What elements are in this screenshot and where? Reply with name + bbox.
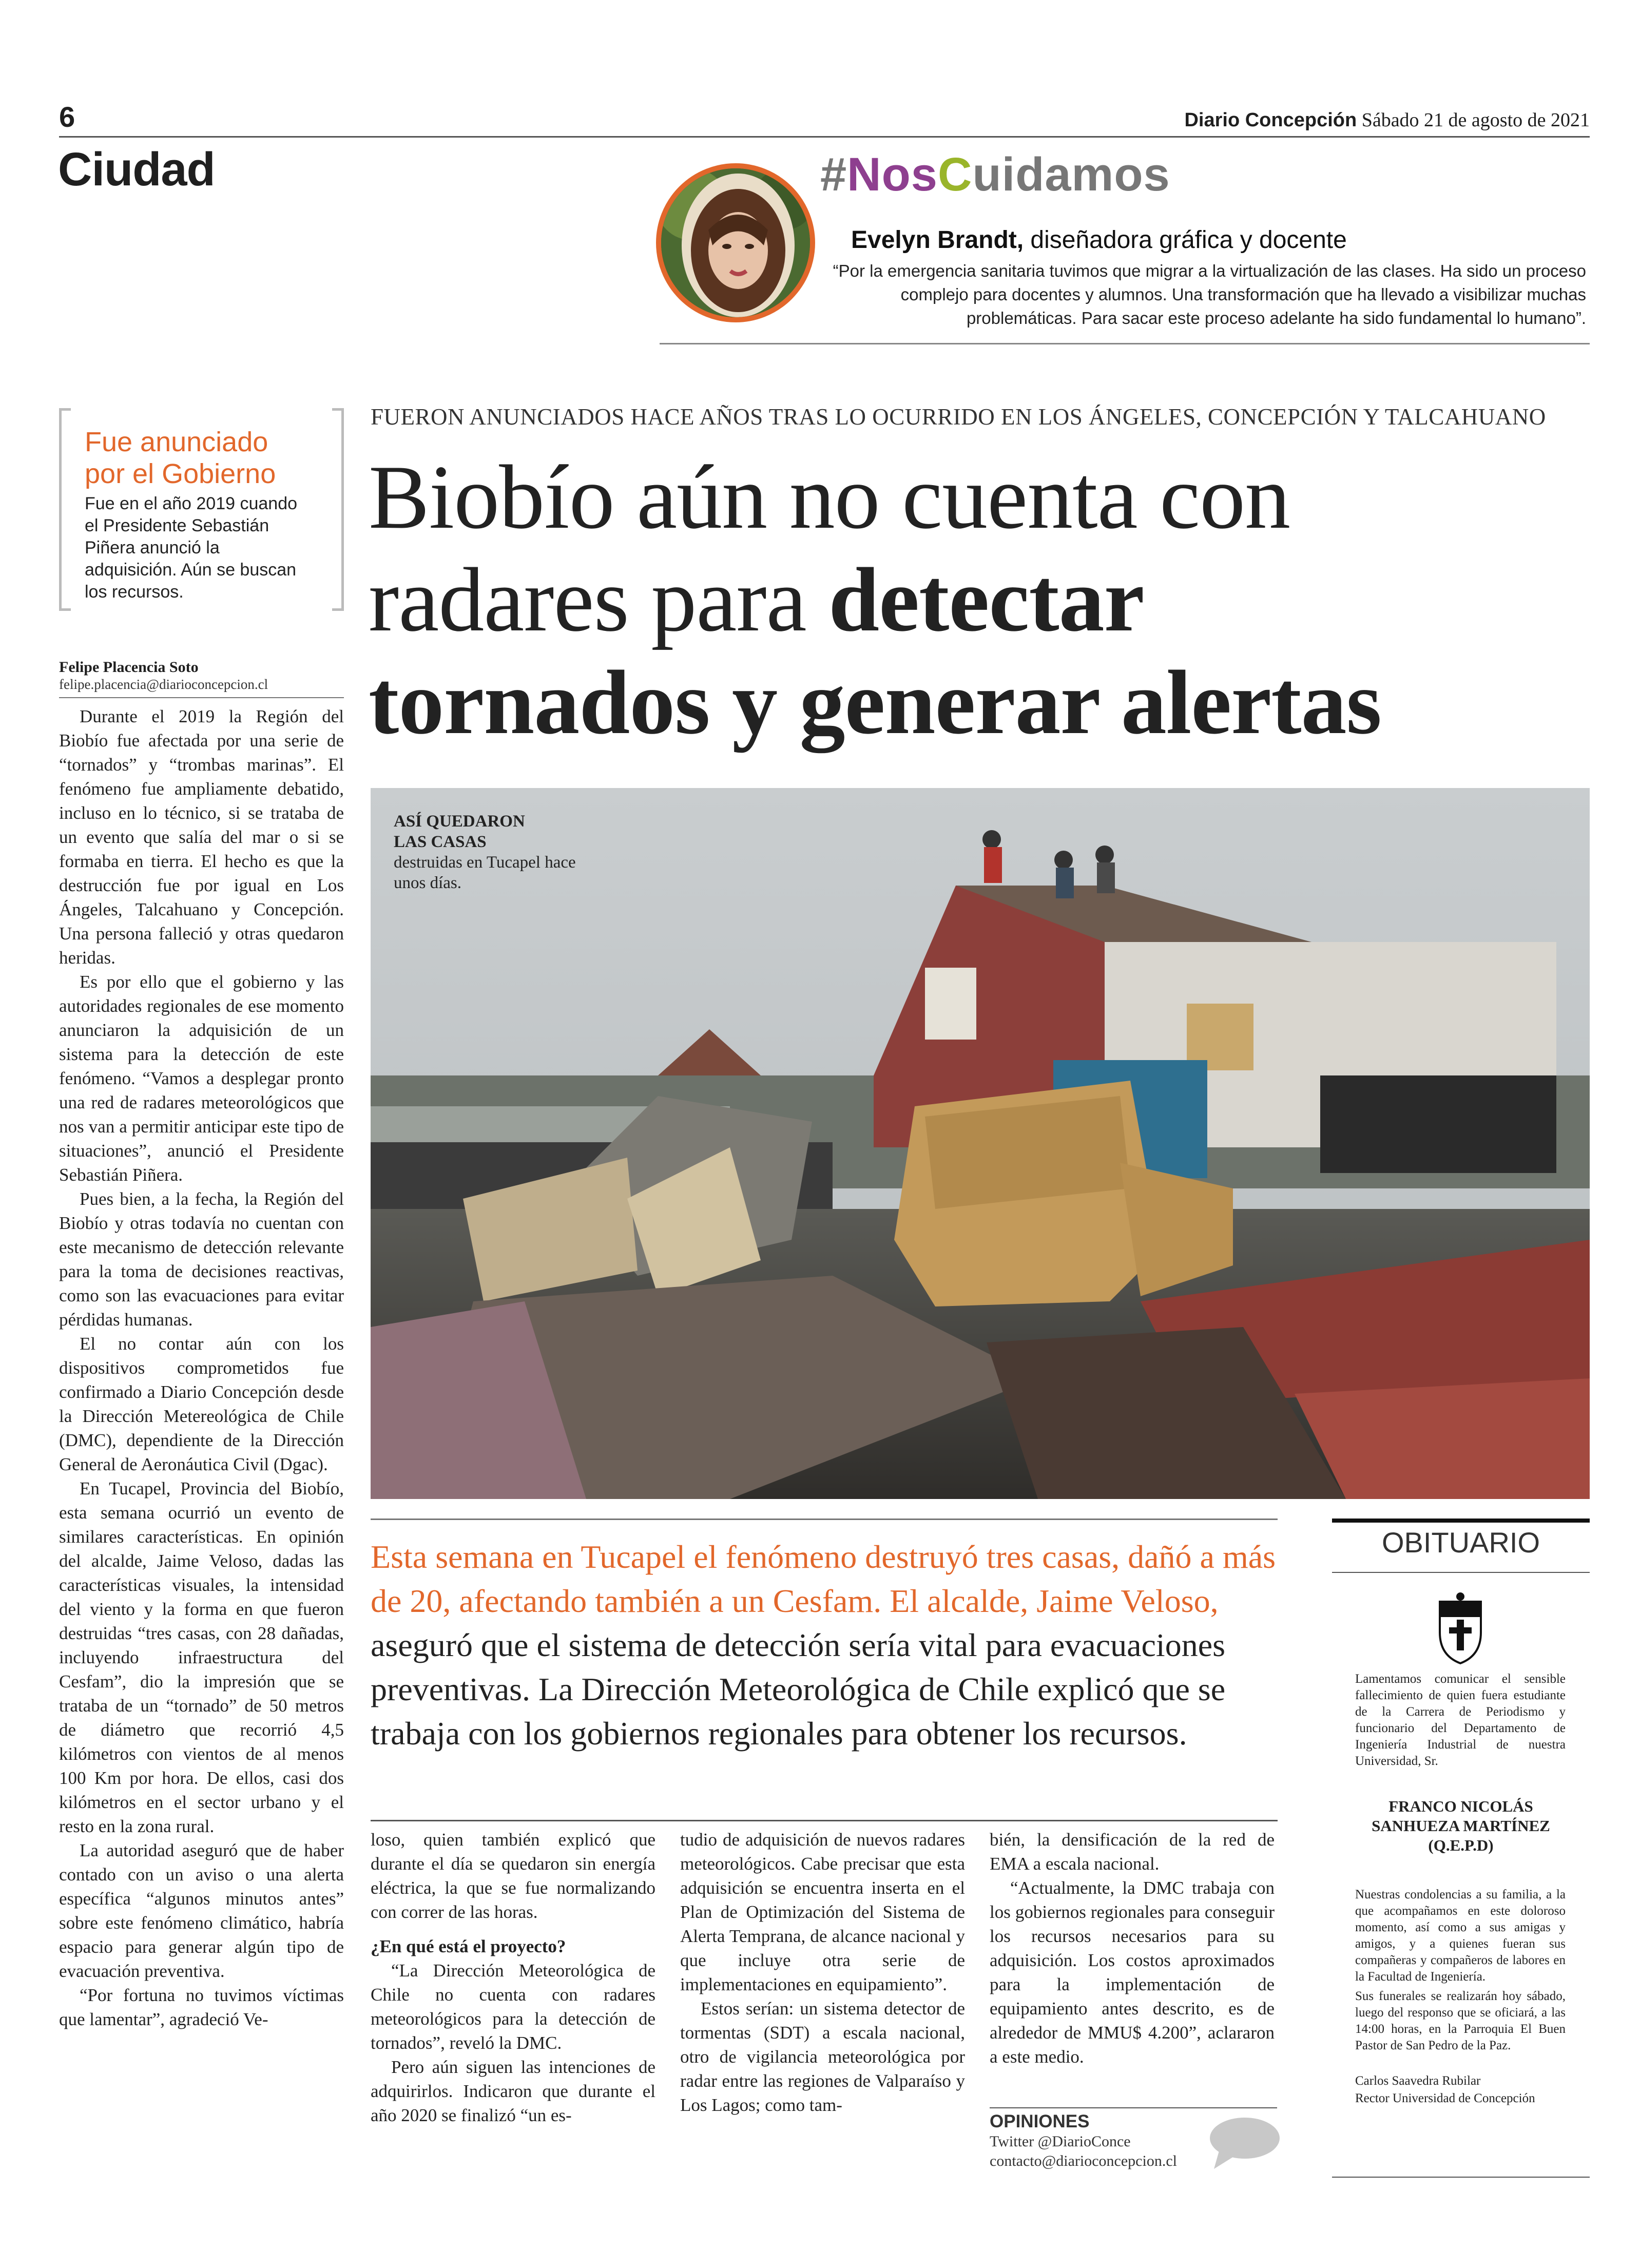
issue-date: Sábado 21 de agosto de 2021 — [1361, 109, 1590, 131]
article-kicker: FUERON ANUNCIADOS HACE AÑOS TRAS LO OCURRIDO EN LOS ÁNGELES, CONCEPCIÓN Y TALCAHUANO — [371, 404, 1546, 430]
byline-rule — [59, 697, 344, 698]
obituario-signer: Carlos Saavedra Rubilar — [1355, 2074, 1481, 2088]
quote-rule — [660, 343, 1590, 344]
speech-bubble-icon — [1204, 2115, 1281, 2174]
quote-author-name: Evelyn Brandt, — [851, 226, 1024, 254]
sidebar-title: Fue anunciado por el Gobierno — [85, 427, 276, 489]
hashtag-symbol: # — [820, 148, 847, 201]
article-column-2 — [371, 1828, 655, 2127]
hashtag-rest: uidamos — [972, 148, 1170, 201]
portrait-avatar — [656, 163, 815, 322]
nos-cuidamos-title — [820, 148, 1170, 202]
paragraph: “Por fortuna no tuvimos víctimas que lamentar”, agradeció Ve- — [59, 1985, 344, 2029]
quote-text: “Por la emergencia sanitaria tuvimos que migrar a la virtualización de las clases. Ha sido un proceso complejo para docentes y alumnos. Una transformación que ha llevado a visibilizar muchas problemáticas. Para sacar este proceso adelante ha sido fundamental lo humano”. — [833, 261, 1586, 328]
paragraph: bién, la densificación de la red de EMA a escala nacional. — [990, 1830, 1275, 1874]
deceased-name-line-2: SANHUEZA MARTÍNEZ — [1372, 1817, 1550, 1835]
paragraph: La autoridad aseguró que de haber contado con un aviso o una alerta específica “algunos minutos antes” sobre este fenómeno climático, habría espacio para generar algún tipo de evacuación preventiva. — [59, 1840, 344, 1981]
paragraph: Estos serían: un sistema detector de tormentas (SDT) a escala nacional, otro de vigilancia meteorológica por radar entre las regiones de Valparaíso y Los Lagos; como tam- — [680, 1998, 965, 2115]
article-column-3 — [680, 1828, 965, 2117]
obituario-title-rule — [1332, 1572, 1590, 1573]
paragraph: En Tucapel, Provincia del Biobío, esta semana ocurrió un evento de similares características. En opinión del alcalde, Jaime Veloso, dadas las características visuales, la intensidad del viento y la forma en que fueron destruidas “tres casas, con 28 dañadas, incluyendo infraestructura del Cesfam”, dio la impresión que se trataba de un “tornado” de 50 metros de diámetro que recorrió 4,5 kilómetros con vientos de al menos 100 Km por hora. De ellos, casi dos kilómetros en el sector urbano y el resto en la zona rural. — [59, 1478, 344, 1836]
paragraph: Durante el 2019 la Región del Biobío fue afectada por una serie de “tornados” y “trombas marinas”. El fenómeno fue ampliamente debatido, incluso en lo técnico, si se trataba de un evento que salía del mar o si se formaba en tierra. El hecho es que la destrucción fue por igual en Los Ángeles, Talcahuano y Concepción. Una persona falleció y otras quedaron heridas. — [59, 706, 344, 968]
byline-author: Felipe Placencia Soto — [59, 659, 199, 676]
header-rule — [59, 136, 1590, 138]
bracket-left — [59, 408, 71, 611]
headline-line-2-light: radares para — [369, 549, 829, 650]
lead-top-rule — [371, 1519, 1278, 1520]
byline-email: felipe.placencia@diarioconcepcion.cl — [59, 677, 268, 692]
paragraph: “Actualmente, la DMC trabaja con los gobiernos regionales para conseguir los recursos necesarios para su adquisición. Los costos aproximados para la implementación de equipamiento antes descrito, es de alrededor de MMU$ 4.200”, aclararon a este medio. — [990, 1878, 1275, 2067]
obituario-bottom-rule — [1332, 2177, 1590, 2178]
caption-bold-1: ASÍ QUEDARON — [394, 812, 525, 831]
opiniones-rule — [990, 2107, 1277, 2108]
deceased-name-line-1: FRANCO NICOLÁS — [1388, 1797, 1533, 1815]
section-title: Ciudad — [58, 143, 215, 196]
photo-caption — [394, 811, 578, 893]
quote-author-role: diseñadora gráfica y docente — [1024, 226, 1347, 254]
deceased-name-line-3: (Q.E.P.D) — [1428, 1836, 1494, 1854]
header-dateline — [1184, 109, 1590, 131]
lead-highlight: Esta semana en Tucapel el fenómeno destruyó tres casas, dañó a más de 20, afectando también a un Cesfam. El alcalde, Jaime Veloso, — [371, 1539, 1276, 1619]
hashtag-nos: Nos — [847, 148, 938, 201]
headline-line-2-bold: detectar — [828, 549, 1144, 650]
article-photo — [371, 788, 1590, 1499]
paragraph: loso, quien también explicó que durante el día se quedaron sin energía eléctrica, la que se fue normalizando con correr de las horas. — [371, 1830, 655, 1922]
headline-line-2 — [369, 548, 1549, 651]
headline-line-1: Biobío aún no cuenta con — [369, 446, 1290, 548]
paragraph: Pues bien, a la fecha, la Región del Biobío y otras todavía no cuentan con este mecanismo de detección relevante para la toma de decisiones reactivas, como son las evacuaciones para evitar pérdidas humanas. — [59, 1189, 344, 1330]
headline-line-3: tornados y generar alertas — [369, 651, 1381, 753]
tornado-damage-photo — [371, 788, 1590, 1499]
opiniones-twitter[interactable]: Twitter @DiarioConce — [990, 2133, 1131, 2150]
deceased-name — [1332, 1797, 1590, 1855]
caption-text: destruidas en Tucapel hace unos días. — [394, 853, 576, 892]
subheading: ¿En qué está el proyecto? — [371, 1936, 566, 1956]
obituario-signer-title: Rector Universidad de Concepción — [1355, 2091, 1535, 2105]
paragraph: tudio de adquisición de nuevos radares meteorológicos. Cabe precisar que esta adquisición se encuentra inserta en el Plan de Optimización del Sistema de Alerta Temprana, de alcance nacional y que incluye otra serie de implementaciones en equipamiento”. — [680, 1830, 965, 1994]
opiniones-title: OPINIONES — [990, 2111, 1090, 2131]
article-lead — [371, 1535, 1278, 1756]
caption-bold-2: LAS CASAS — [394, 833, 487, 851]
sidebar-body: Fue en el año 2019 cuando el Presidente Sebastián Piñera anunció la adquisición. Aún se buscan los recursos. — [85, 494, 298, 602]
obituario-condolences: Nuestras condolencias a su familia, a la que acompañamos en este doloroso momento, así como a sus amigas y amigos, y a quienes fueran sus compañeras y compañeros de labores en la Facultad de Ingeniería. — [1355, 1888, 1566, 1984]
publication-name: Diario Concepción — [1184, 109, 1357, 131]
article-column-1 — [59, 704, 344, 2031]
obituario-funeral: Sus funerales se realizarán hoy sábado, luego del responso que se oficiará, a las 14:00 horas, en la Parroquia El Buen Pastor de San Pedro de la Paz. — [1355, 1989, 1566, 2052]
portrait-illustration — [661, 168, 810, 317]
lead-text: aseguró que el sistema de detección sería vital para evacuaciones preventivas. La Dirección Meteorológica de Chile explicó que se trabaja con los gobiernos regionales para obtener los recursos. — [371, 1627, 1226, 1752]
opiniones-email[interactable]: contacto@diarioconcepcion.cl — [990, 2152, 1177, 2169]
paragraph: Es por ello que el gobierno y las autoridades regionales de ese momento anunciaron la adquisición de un sistema para la detección de este fenómeno. “Vamos a desplegar pronto una red de radares meteorológicos que nos van a permitir anticipar este tipo de situaciones”, anunció el Presidente Sebastián Piñera. — [59, 972, 344, 1185]
page-number: 6 — [59, 101, 75, 133]
bracket-right — [332, 408, 344, 611]
sidebar-box — [59, 408, 344, 606]
article-headline — [369, 446, 1549, 754]
paragraph: El no contar aún con los dispositivos comprometidos fue confirmado a Diario Concepción desde la Dirección Metereológica de Chile (DMC), dependiente de la Dirección General de Aeronáutica Civil (Dgac). — [59, 1334, 344, 1474]
paragraph: “La Dirección Meteorológica de Chile no cuenta con radares meteorológicos para la detección de tornados”, reveló la DMC. — [371, 1961, 655, 2053]
obituario-top-rule — [1332, 1519, 1590, 1523]
article-column-4 — [990, 1828, 1275, 2069]
quote-author — [851, 226, 1347, 254]
university-crest-icon — [1435, 1591, 1486, 1668]
obituario-intro: Lamentamos comunicar el sensible fallecimiento de quien fuera estudiante de la Carrera de Periodismo y funcionario del Departamento de Ingeniería Industrial de nuestra Universidad, Sr. — [1355, 1672, 1566, 1768]
obituario-title: OBITUARIO — [1381, 1526, 1540, 1559]
lead-bottom-rule — [371, 1820, 1278, 1821]
paragraph: Pero aún siguen las intenciones de adquirirlos. Indicaron que durante el año 2020 se finalizó “un es- — [371, 2057, 655, 2125]
hashtag-c: C — [937, 148, 973, 201]
